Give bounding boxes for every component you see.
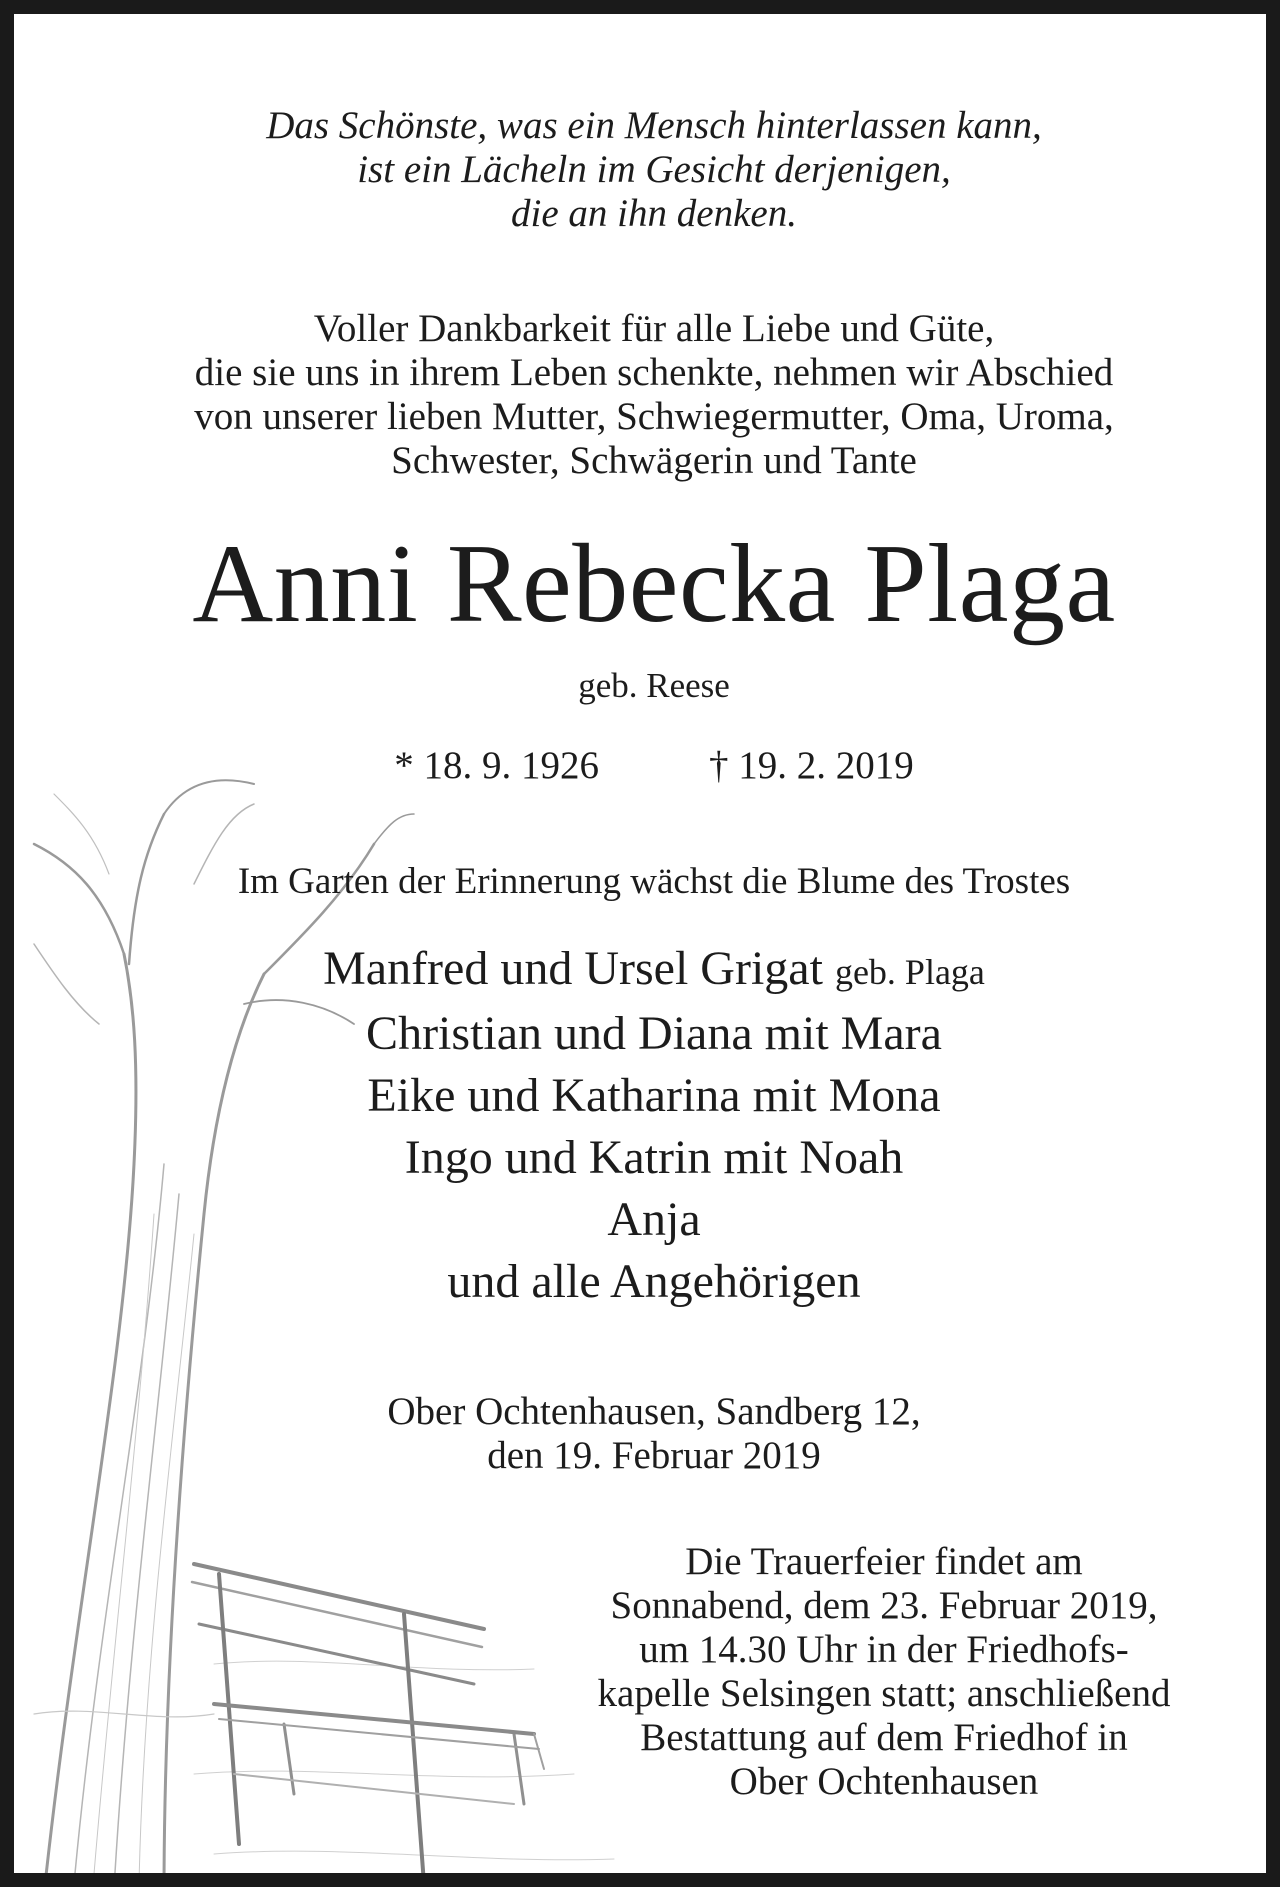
death-date: † 19. 2. 2019: [709, 744, 914, 787]
intro-line: von unserer lieben Mutter, Schwiegermutter, Oma, Uroma,: [194, 395, 1114, 438]
place-and-date: [14, 1390, 1280, 1478]
mourner-line: [14, 938, 1280, 1003]
service-line: kapelle Selsingen statt; anschließend: [597, 1672, 1171, 1715]
service-line: Sonnabend, dem 23. Februar 2019,: [610, 1584, 1158, 1627]
epigraph-quote: [14, 104, 1280, 236]
place-line: den 19. Februar 2019: [487, 1434, 821, 1477]
service-line: Bestattung auf dem Friedhof in: [640, 1716, 1128, 1759]
service-line: um 14.30 Uhr in der Friedhofs-: [639, 1628, 1129, 1671]
quote-line: Das Schönste, was ein Mensch hinterlassen kann,: [266, 104, 1042, 147]
motto: Im Garten der Erinnerung wächst die Blume des Trostes: [237, 861, 1071, 902]
mourner-line: Anja: [607, 1193, 701, 1246]
quote-line: ist ein Lächeln im Gesicht derjenigen,: [357, 148, 951, 191]
intro-line: die sie uns in ihrem Leben schenkte, nehmen wir Abschied: [194, 351, 1114, 394]
life-dates: [14, 744, 1280, 788]
quote-line: die an ihn denken.: [511, 192, 797, 235]
service-line: Die Trauerfeier findet am: [685, 1540, 1083, 1583]
mourner-line: Eike und Katharina mit Mona: [367, 1069, 941, 1122]
place-line: Ober Ochtenhausen, Sandberg 12,: [387, 1390, 921, 1433]
service-line: Ober Ochtenhausen: [729, 1760, 1039, 1803]
intro-line: Schwester, Schwägerin und Tante: [391, 439, 917, 482]
deceased-name: Anni Rebecka Plaga: [192, 522, 1116, 646]
mourner-line: Christian und Diana mit Mara: [366, 1007, 942, 1060]
birth-date: * 18. 9. 1926: [394, 744, 599, 787]
intro-text: [14, 307, 1280, 483]
mourner-line: und alle Angehörigen: [447, 1255, 861, 1308]
mourner-maiden-name: geb. Plaga: [834, 952, 985, 992]
mourner-line: Ingo und Katrin mit Noah: [404, 1131, 904, 1184]
mourner-names: Manfred und Ursel Grigat: [323, 942, 823, 995]
funeral-service-info: [554, 1540, 1214, 1804]
intro-line: Voller Dankbarkeit für alle Liebe und Güte,: [313, 307, 995, 350]
maiden-name: geb. Reese: [578, 666, 730, 705]
mourners-list: [14, 938, 1280, 1313]
